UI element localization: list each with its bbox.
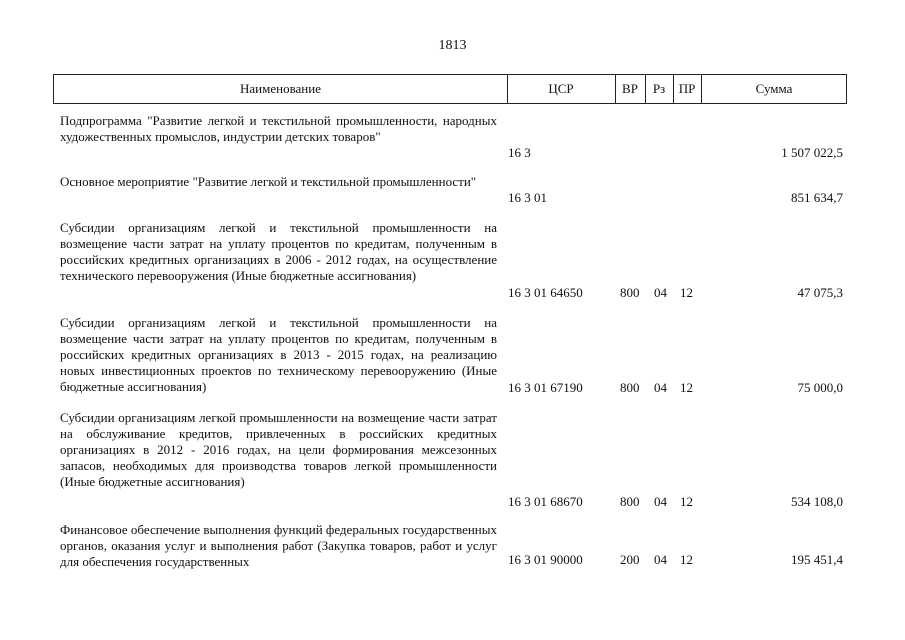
row-name: Финансовое обеспечение выполнения функций федеральных государственных органов, оказания услуг и выполнения работ (Закупка товаров, работ и услуг для обеспечения государственных <box>60 522 497 569</box>
row-name: Основное мероприятие "Развитие легкой и текстильной промышленности" <box>60 174 477 189</box>
row-rz: 04 <box>654 285 667 300</box>
row-pr: 12 <box>680 285 693 300</box>
row-csr: 16 3 <box>508 145 531 160</box>
row-vr: 200 <box>620 552 640 567</box>
row-name: Субсидии организациям легкой и текстильной промышленности на возмещение части затрат на уплату процентов по кредитам, полученным в российских кредитных организациях в 2013 - 2015 годах, на реализацию новых инвестиционных проектов по техническому перевооружению (Иные бюджетные ассигнования) <box>60 315 497 394</box>
page-number: 1813 <box>438 38 467 53</box>
row-csr: 16 3 01 64650 <box>508 285 583 300</box>
header-vr: ВР <box>622 81 638 96</box>
row-sum: 1 507 022,5 <box>781 145 843 160</box>
header-sum: Сумма <box>755 81 793 96</box>
table-header <box>53 74 847 104</box>
row-sum: 851 634,7 <box>791 190 843 205</box>
row-rz: 04 <box>654 494 667 509</box>
row-sum: 47 075,3 <box>797 285 843 300</box>
row-sum: 195 451,4 <box>791 552 843 567</box>
row-pr: 12 <box>680 552 693 567</box>
row-pr: 12 <box>680 380 693 395</box>
header-rz: Рз <box>652 81 666 96</box>
row-sum: 534 108,0 <box>791 494 843 509</box>
header-name: Наименование <box>240 81 321 96</box>
row-vr: 800 <box>620 380 640 395</box>
row-csr: 16 3 01 68670 <box>508 494 583 509</box>
row-vr: 800 <box>620 285 640 300</box>
row-rz: 04 <box>654 380 667 395</box>
header-pr: ПР <box>678 81 696 96</box>
row-pr: 12 <box>680 494 693 509</box>
row-sum: 75 000,0 <box>797 380 843 395</box>
header-csr: ЦСР <box>548 81 574 96</box>
row-name: Подпрограмма "Развитие легкой и текстильной промышленности, народных художественных промыслов, индустрии детских товаров" <box>60 113 497 144</box>
row-csr: 16 3 01 90000 <box>508 552 583 567</box>
row-csr: 16 3 01 <box>508 190 547 205</box>
row-vr: 800 <box>620 494 640 509</box>
row-name: Субсидии организациям легкой и текстильной промышленности на возмещение части затрат на уплату процентов по кредитам, полученным в российских кредитных организациях в 2006 - 2012 годах, на осуществление технического перевооружения (Иные бюджетные ассигнования) <box>60 220 497 283</box>
row-rz: 04 <box>654 552 667 567</box>
row-csr: 16 3 01 67190 <box>508 380 583 395</box>
row-name: Субсидии организациям легкой промышленности на возмещение части затрат на обслуживание кредитов, привлеченных в российских кредитных организациях в 2012 - 2016 годах, на цели формирования межсезонных запасов, необходимых для производства товаров легкой промышленности (Иные бюджетные ассигнования) <box>60 410 497 489</box>
